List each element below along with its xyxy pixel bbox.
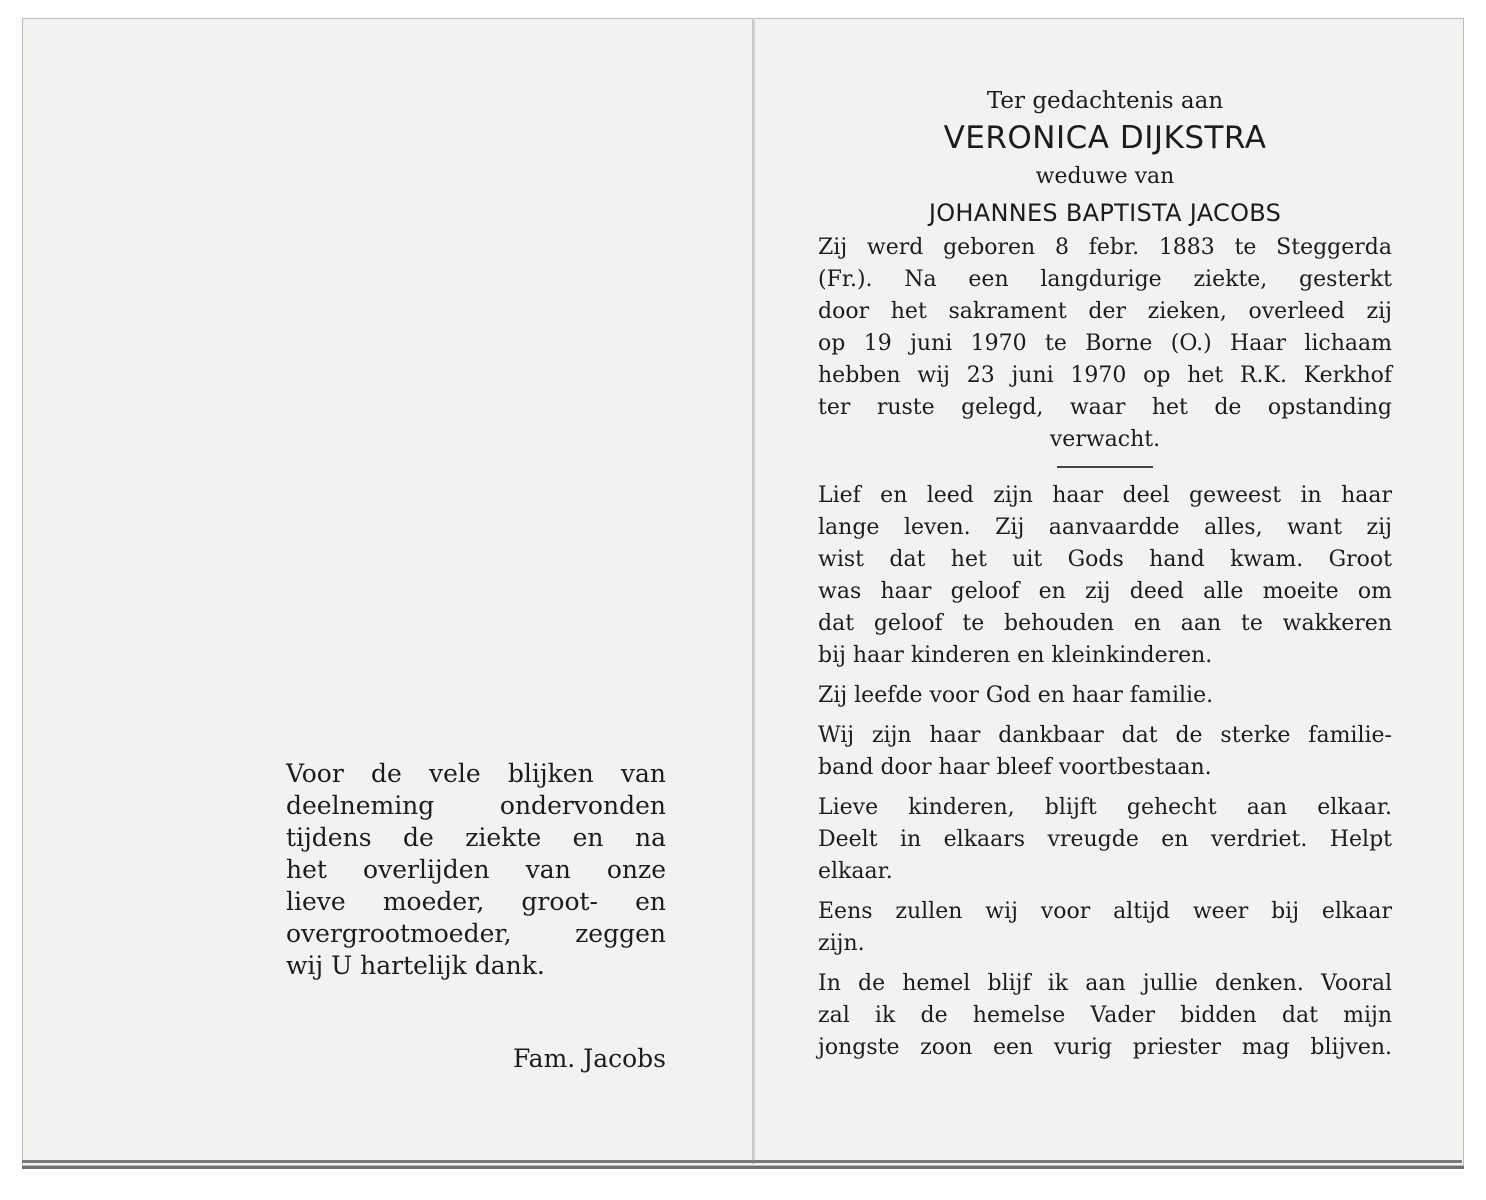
bio-last-line: verwacht. — [1049, 427, 1161, 452]
paragraph-life — [818, 480, 1392, 672]
thanks-message — [286, 758, 666, 982]
thanks-line: tijdens de ziekte en na — [286, 823, 666, 852]
paragraph-line: bij haar kinderen en kleinkinderen. — [818, 643, 1213, 668]
bio-line: door het sakrament der zieken, overleed zij — [818, 299, 1392, 324]
paragraph-line: In de hemel blijf ik aan jullie denken. Vooral — [818, 971, 1392, 996]
paragraph-line: Wij zijn haar dankbaar dat de sterke familie- — [818, 723, 1392, 748]
husband-name: JOHANNES BAPTISTA JACOBS — [928, 199, 1282, 227]
thanks-line: het overlijden van onze — [286, 855, 666, 884]
thanks-line: Voor de vele blijken van — [286, 759, 666, 788]
paragraph-gratitude — [818, 720, 1392, 784]
bio-line: Zij werd geboren 8 febr. 1883 te Steggerda — [818, 235, 1392, 260]
paragraph-children — [818, 792, 1392, 888]
bio-line: op 19 juni 1970 te Borne (O.) Haar lichaam — [818, 331, 1392, 356]
thanks-line: overgrootmoeder, zeggen — [286, 919, 666, 948]
paragraph-together — [818, 896, 1392, 960]
card-fold-line — [752, 18, 755, 1164]
paragraph-line: zijn. — [818, 931, 865, 956]
paragraph-line: Deelt in elkaars vreugde en verdriet. Helpt — [818, 827, 1392, 852]
intro-text: Ter gedachtenis aan — [986, 88, 1224, 114]
paragraph-line: elkaar. — [818, 859, 893, 884]
widow-of-text: weduwe van — [1035, 164, 1175, 189]
card-bottom-edge — [22, 1160, 1462, 1163]
paragraph-line: zal ik de hemelse Vader bidden dat mijn — [818, 1003, 1392, 1028]
paragraph-line: lange leven. Zij aanvaardde alles, want zij — [818, 515, 1392, 540]
paragraph-line: jongste zoon een vurig priester mag blijven. — [818, 1035, 1392, 1060]
family-signature: Fam. Jacobs — [513, 1044, 666, 1073]
memorial-text — [818, 86, 1392, 1072]
bio-line: hebben wij 23 juni 1970 op het R.K. Kerkhof — [818, 363, 1392, 388]
section-divider — [1057, 466, 1153, 468]
paragraph-line: was haar geloof en zij deed alle moeite om — [818, 579, 1392, 604]
paragraph-line: wist dat het uit Gods hand kwam. Groot — [818, 547, 1392, 572]
paragraph-line: Eens zullen wij voor altijd weer bij elkaar — [818, 899, 1392, 924]
paragraph-line: Lief en leed zijn haar deel geweest in haar — [818, 483, 1392, 508]
paragraph-line: band door haar bleef voortbestaan. — [818, 755, 1212, 780]
paragraph-family: Zij leefde voor God en haar familie. — [818, 683, 1214, 708]
paragraph-heaven — [818, 968, 1392, 1064]
thanks-line: deelneming ondervonden — [286, 791, 666, 820]
biography — [818, 232, 1392, 424]
deceased-name: VERONICA DIJKSTRA — [943, 120, 1267, 156]
paragraph-line: dat geloof te behouden en aan te wakkeren — [818, 611, 1392, 636]
bio-line: (Fr.). Na een langdurige ziekte, gesterkt — [818, 267, 1392, 292]
thanks-line: lieve moeder, groot- en — [286, 887, 666, 916]
thanks-line: wij U hartelijk dank. — [286, 951, 545, 980]
bio-line: ter ruste gelegd, waar het de opstanding — [818, 395, 1392, 420]
paragraph-line: Lieve kinderen, blijft gehecht aan elkaar. — [818, 795, 1392, 820]
